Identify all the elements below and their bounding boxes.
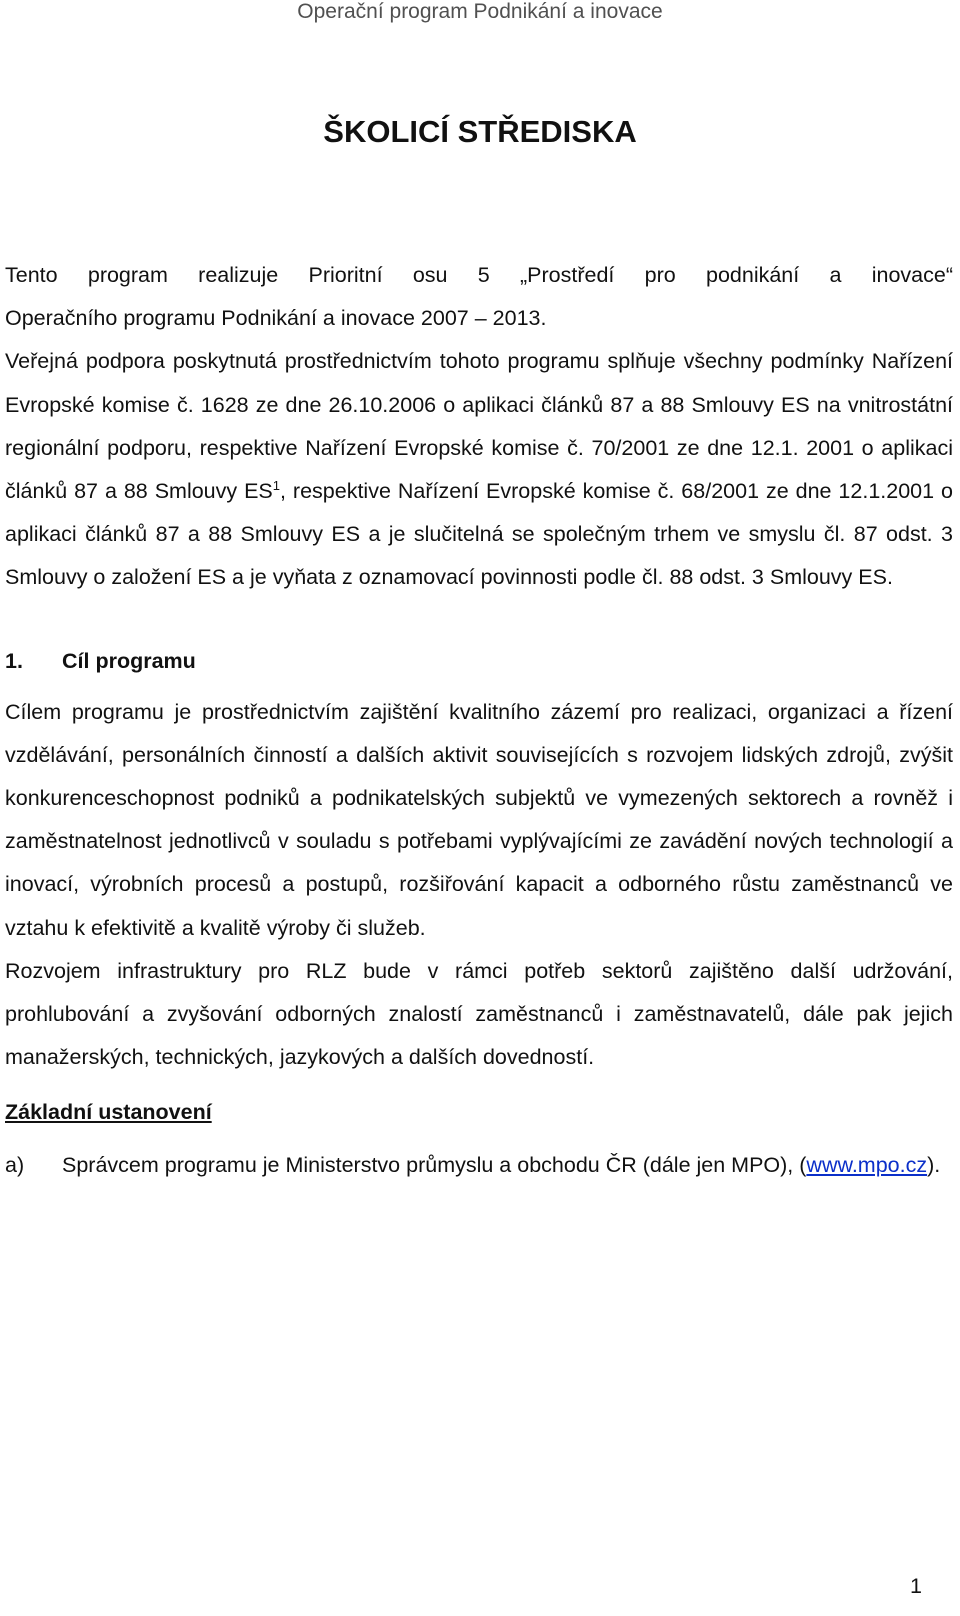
list-marker: a) — [5, 1153, 25, 1178]
section-title: Cíl programu — [62, 648, 196, 673]
footnote-reference[interactable]: 1 — [272, 477, 280, 493]
page-number: 1 — [910, 1574, 922, 1598]
infrastructure-paragraph: Rozvojem infrastruktury pro RLZ bude v rámci potřeb sektorů zajištěno další udržování, prohlubování a zvyšování odborných znalostí zaměstnanců i zaměstnavatelů, dále pak jejich manažerských, technických, jazykových a dalších dovedností. — [5, 958, 953, 1070]
state-aid-paragraph — [5, 340, 953, 599]
program-goal-paragraph: Cílem programu je prostřednictvím zajištění kvalitního zázemí pro realizaci, organizaci a řízení vzdělávání, personálních činností a dalších aktivit souvisejících s rozvojem lidských zdrojů, zvýšit konkurenceschopnost podniků a podnikatelských subjektů ve vymezených sektorech a rovněž i zaměstnatelnost jednotlivců v souladu s potřebami vyplývajícími ze zavádění nových technologií a inovací, výrobních procesů a postupů, rozšiřování kapacit a odborného růstu zaměstnanců ve vztahu k efektivitě a kvalitě výroby či služeb. — [5, 699, 953, 940]
intro-paragraph-line-2: Operačního programu Podnikání a inovace 2007 – 2013. — [5, 306, 547, 331]
provision-item-a — [5, 1144, 953, 1187]
state-aid-text-continued: , respektive Nařízení Evropské komise č. 68/2001 ze dne 12.1.2001 o aplikaci článků 87 a 88 Smlouvy ES a je slučitelná se společným trhem ve smyslu čl. 87 odst. 3 Smlouvy o založení ES a je vyňata z oznamovací povinnosti podle čl. 88 odst. 3 Smlouvy ES. — [5, 479, 953, 590]
state-aid-text: Veřejná podpora poskytnutá prostřednictvím tohoto programu splňuje všechny podmínky Nařízení Evropské komise č. 1628 ze dne 26.10.2006 o aplikaci článků 87 a 88 Smlouvy ES na vnitrostátní regionální podporu, respektive Nařízení Evropské komise č. 70/2001 ze dne 12.1. 2001 o aplikaci článků 87 a 88 Smlouvy ES — [5, 349, 953, 504]
provision-item-a-text — [62, 1144, 953, 1187]
section-heading-program-goal — [5, 640, 953, 683]
document-body — [5, 254, 953, 1188]
document-title: ŠKOLICÍ STŘEDISKA — [323, 114, 637, 149]
mpo-website-link[interactable]: www.mpo.cz — [806, 1153, 928, 1178]
section-number: 1. — [5, 648, 23, 673]
running-header: Operační program Podnikání a inovace — [297, 0, 663, 23]
provision-text-end: ). — [927, 1153, 941, 1178]
intro-paragraph-line-1: Tento program realizuje Prioritní osu 5 „Prostředí pro podnikání a inovace“ — [5, 263, 953, 287]
provision-text: Správcem programu je Ministerstvo průmyslu a obchodu ČR (dále jen MPO), ( — [62, 1153, 807, 1178]
basic-provisions-heading: Základní ustanovení — [5, 1100, 212, 1125]
